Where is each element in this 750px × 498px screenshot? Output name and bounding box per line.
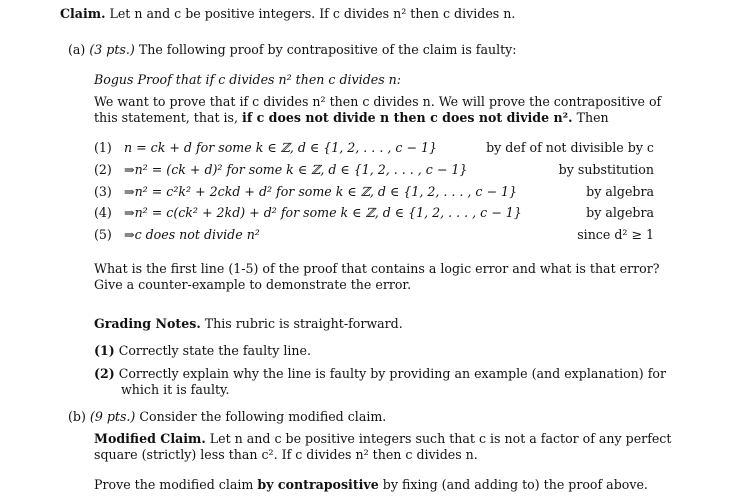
- part-b-points: (9 pts.): [89, 409, 136, 424]
- step-reason: by substitution: [558, 162, 654, 177]
- step-expression: ⇒n² = c²k² + 2ckd + d² for some k ∈ ℤ, d ∈ {1, 2, . . . , c − 1}: [124, 184, 518, 199]
- step-expression: n = ck + d for some k ∈ ℤ, d ∈ {1, 2, . . . , c − 1}: [124, 140, 437, 155]
- step-expression: ⇒c does not divide n²: [124, 227, 260, 242]
- paragraph-line2-post: Then: [576, 110, 609, 125]
- step-reason: since d² ≥ 1: [577, 227, 654, 242]
- proof-paragraph-line2: [94, 110, 609, 126]
- part-a-points: (3 pts.): [89, 42, 135, 57]
- rubric-item: [94, 366, 666, 382]
- step-number: (5): [94, 227, 112, 242]
- rubric-number: (1): [94, 343, 115, 358]
- step-reason: by algebra: [586, 184, 654, 199]
- part-a-prefix: (a): [68, 42, 86, 57]
- claim-line: [60, 6, 515, 22]
- proof-step: [94, 227, 260, 243]
- grading-notes: [94, 316, 403, 332]
- part-b-prefix: (b): [68, 409, 86, 424]
- bogus-proof-title: Bogus Proof that if c divides n² then c divides n:: [94, 72, 402, 87]
- modified-claim-line1: [94, 431, 671, 447]
- rubric-item: [94, 343, 311, 359]
- grading-label: Grading Notes.: [94, 316, 201, 331]
- prove-instruction: [94, 477, 648, 493]
- modified-claim-label: Modified Claim.: [94, 431, 206, 446]
- proof-step: [94, 140, 437, 156]
- proof-step: [94, 184, 517, 200]
- question-line2: Give a counter-example to demonstrate the error.: [94, 277, 412, 292]
- proof-step: [94, 205, 522, 221]
- proof-step: [94, 162, 467, 178]
- step-number: (2): [94, 162, 112, 177]
- proof-paragraph-line1: We want to prove that if c divides n² then c divides n. We will prove the contrapositive of: [94, 94, 662, 109]
- prove-pre: Prove the modified claim: [94, 477, 254, 492]
- step-expression: ⇒n² = c(ck² + 2kd) + d² for some k ∈ ℤ, d ∈ {1, 2, . . . , c − 1}: [124, 205, 522, 220]
- rubric-text: Correctly state the faulty line.: [118, 343, 311, 358]
- question-line1: What is the first line (1-5) of the proof that contains a logic error and what is that error?: [94, 261, 660, 276]
- part-b-intro: Consider the following modified claim.: [139, 409, 387, 424]
- step-number: (1): [94, 140, 112, 155]
- rubric-text: Correctly explain why the line is faulty by providing an example (and explanation) for: [118, 366, 666, 381]
- prove-bold: by contrapositive: [257, 477, 379, 492]
- step-reason: by def of not divisible by c: [486, 140, 654, 155]
- step-expression: ⇒n² = (ck + d)² for some k ∈ ℤ, d ∈ {1, 2, . . . , c − 1}: [124, 162, 468, 177]
- paragraph-line2-bold: if c does not divide n then c does not divide n².: [242, 110, 573, 125]
- part-a-header: [68, 42, 517, 58]
- grading-text: This rubric is straight-forward.: [204, 316, 403, 331]
- paragraph-line2-pre: this statement, that is,: [94, 110, 239, 125]
- step-reason: by algebra: [586, 205, 654, 220]
- rubric-number: (2): [94, 366, 115, 381]
- modified-claim-text: Let n and c be positive integers such that c is not a factor of any perfect: [209, 431, 672, 446]
- part-a-intro: The following proof by contrapositive of the claim is faulty:: [138, 42, 517, 57]
- claim-label: Claim.: [60, 6, 106, 21]
- step-number: (4): [94, 205, 112, 220]
- claim-text: Let n and c be positive integers. If c divides n² then c divides n.: [109, 6, 516, 21]
- rubric-text-continued: which it is faulty.: [121, 382, 230, 397]
- prove-post: by fixing (and adding to) the proof above.: [382, 477, 648, 492]
- step-number: (3): [94, 184, 112, 199]
- modified-claim-line2: square (strictly) less than c². If c divides n² then c divides n.: [94, 447, 478, 462]
- part-b-header: [68, 409, 386, 425]
